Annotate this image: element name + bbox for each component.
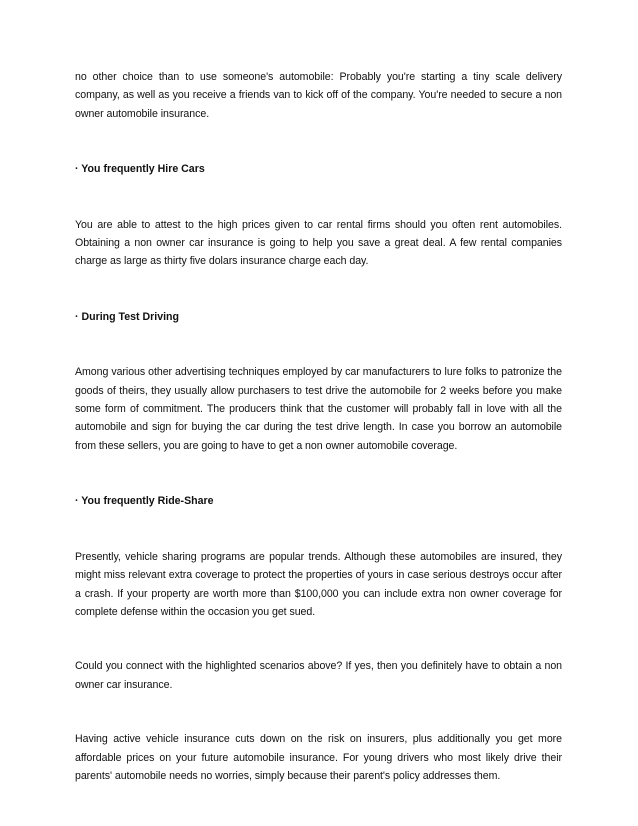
document-page	[75, 68, 562, 785]
spacer	[75, 455, 562, 492]
paragraph-intro-continued: no other choice than to use someone's automobile: Probably you're starting a tiny scale delivery company, as well as you receive a friends van to kick off of the company. You're needed to secure a non owner automobile insurance.	[75, 71, 562, 120]
spacer	[75, 123, 562, 160]
paragraph-hire-cars: You are able to attest to the high prices given to car rental firms should you often rent automobiles. Obtaining a non owner car insurance is going to help you save a great deal. A few rental companies charge as large as thirty five dolars insurance charge each day.	[75, 218, 562, 268]
spacer	[75, 694, 562, 730]
spacer	[75, 326, 562, 363]
spacer	[75, 179, 562, 216]
paragraph-conclusion: Having active vehicle insurance cuts down on the risk on insurers, plus additionally you get more affordable prices on your future automobile insurance. For young drivers who most likely drive their parents' automobile needs no worries, simply because their parent's policy addresses them.	[75, 733, 562, 782]
heading-test-driving: · During Test Driving	[75, 310, 179, 323]
paragraph-scenarios-question: Could you connect with the highlighted scenarios above? If yes, then you definitely have to obtain a non owner car insurance.	[75, 660, 562, 691]
heading-ride-share: · You frequently Ride-Share	[75, 495, 214, 508]
paragraph-ride-share: Presently, vehicle sharing programs are popular trends. Although these automobiles are insured, they might miss relevant extra coverage to protect the properties of yours in case serious destroys occur after a crash. If your property are worth more than $100,000 you can include extra non owner coverage for complete defense within the occasion you get sued.	[75, 550, 562, 618]
paragraph-test-driving: Among various other advertising techniques employed by car manufacturers to lure folks to patronize the goods of theirs, they usually allow purchasers to test drive the automobile for 2 weeks before you make some form of commitment. The producers think that the customer will probably fall in love with all the automobile and sign for buying the car during the test drive length. In case you borrow an automobile from these sellers, you are going to have to get a non owner automobile coverage.	[75, 366, 562, 452]
spacer	[75, 511, 562, 548]
spacer	[75, 621, 562, 657]
heading-hire-cars: · You frequently Hire Cars	[75, 163, 205, 176]
spacer	[75, 271, 562, 308]
